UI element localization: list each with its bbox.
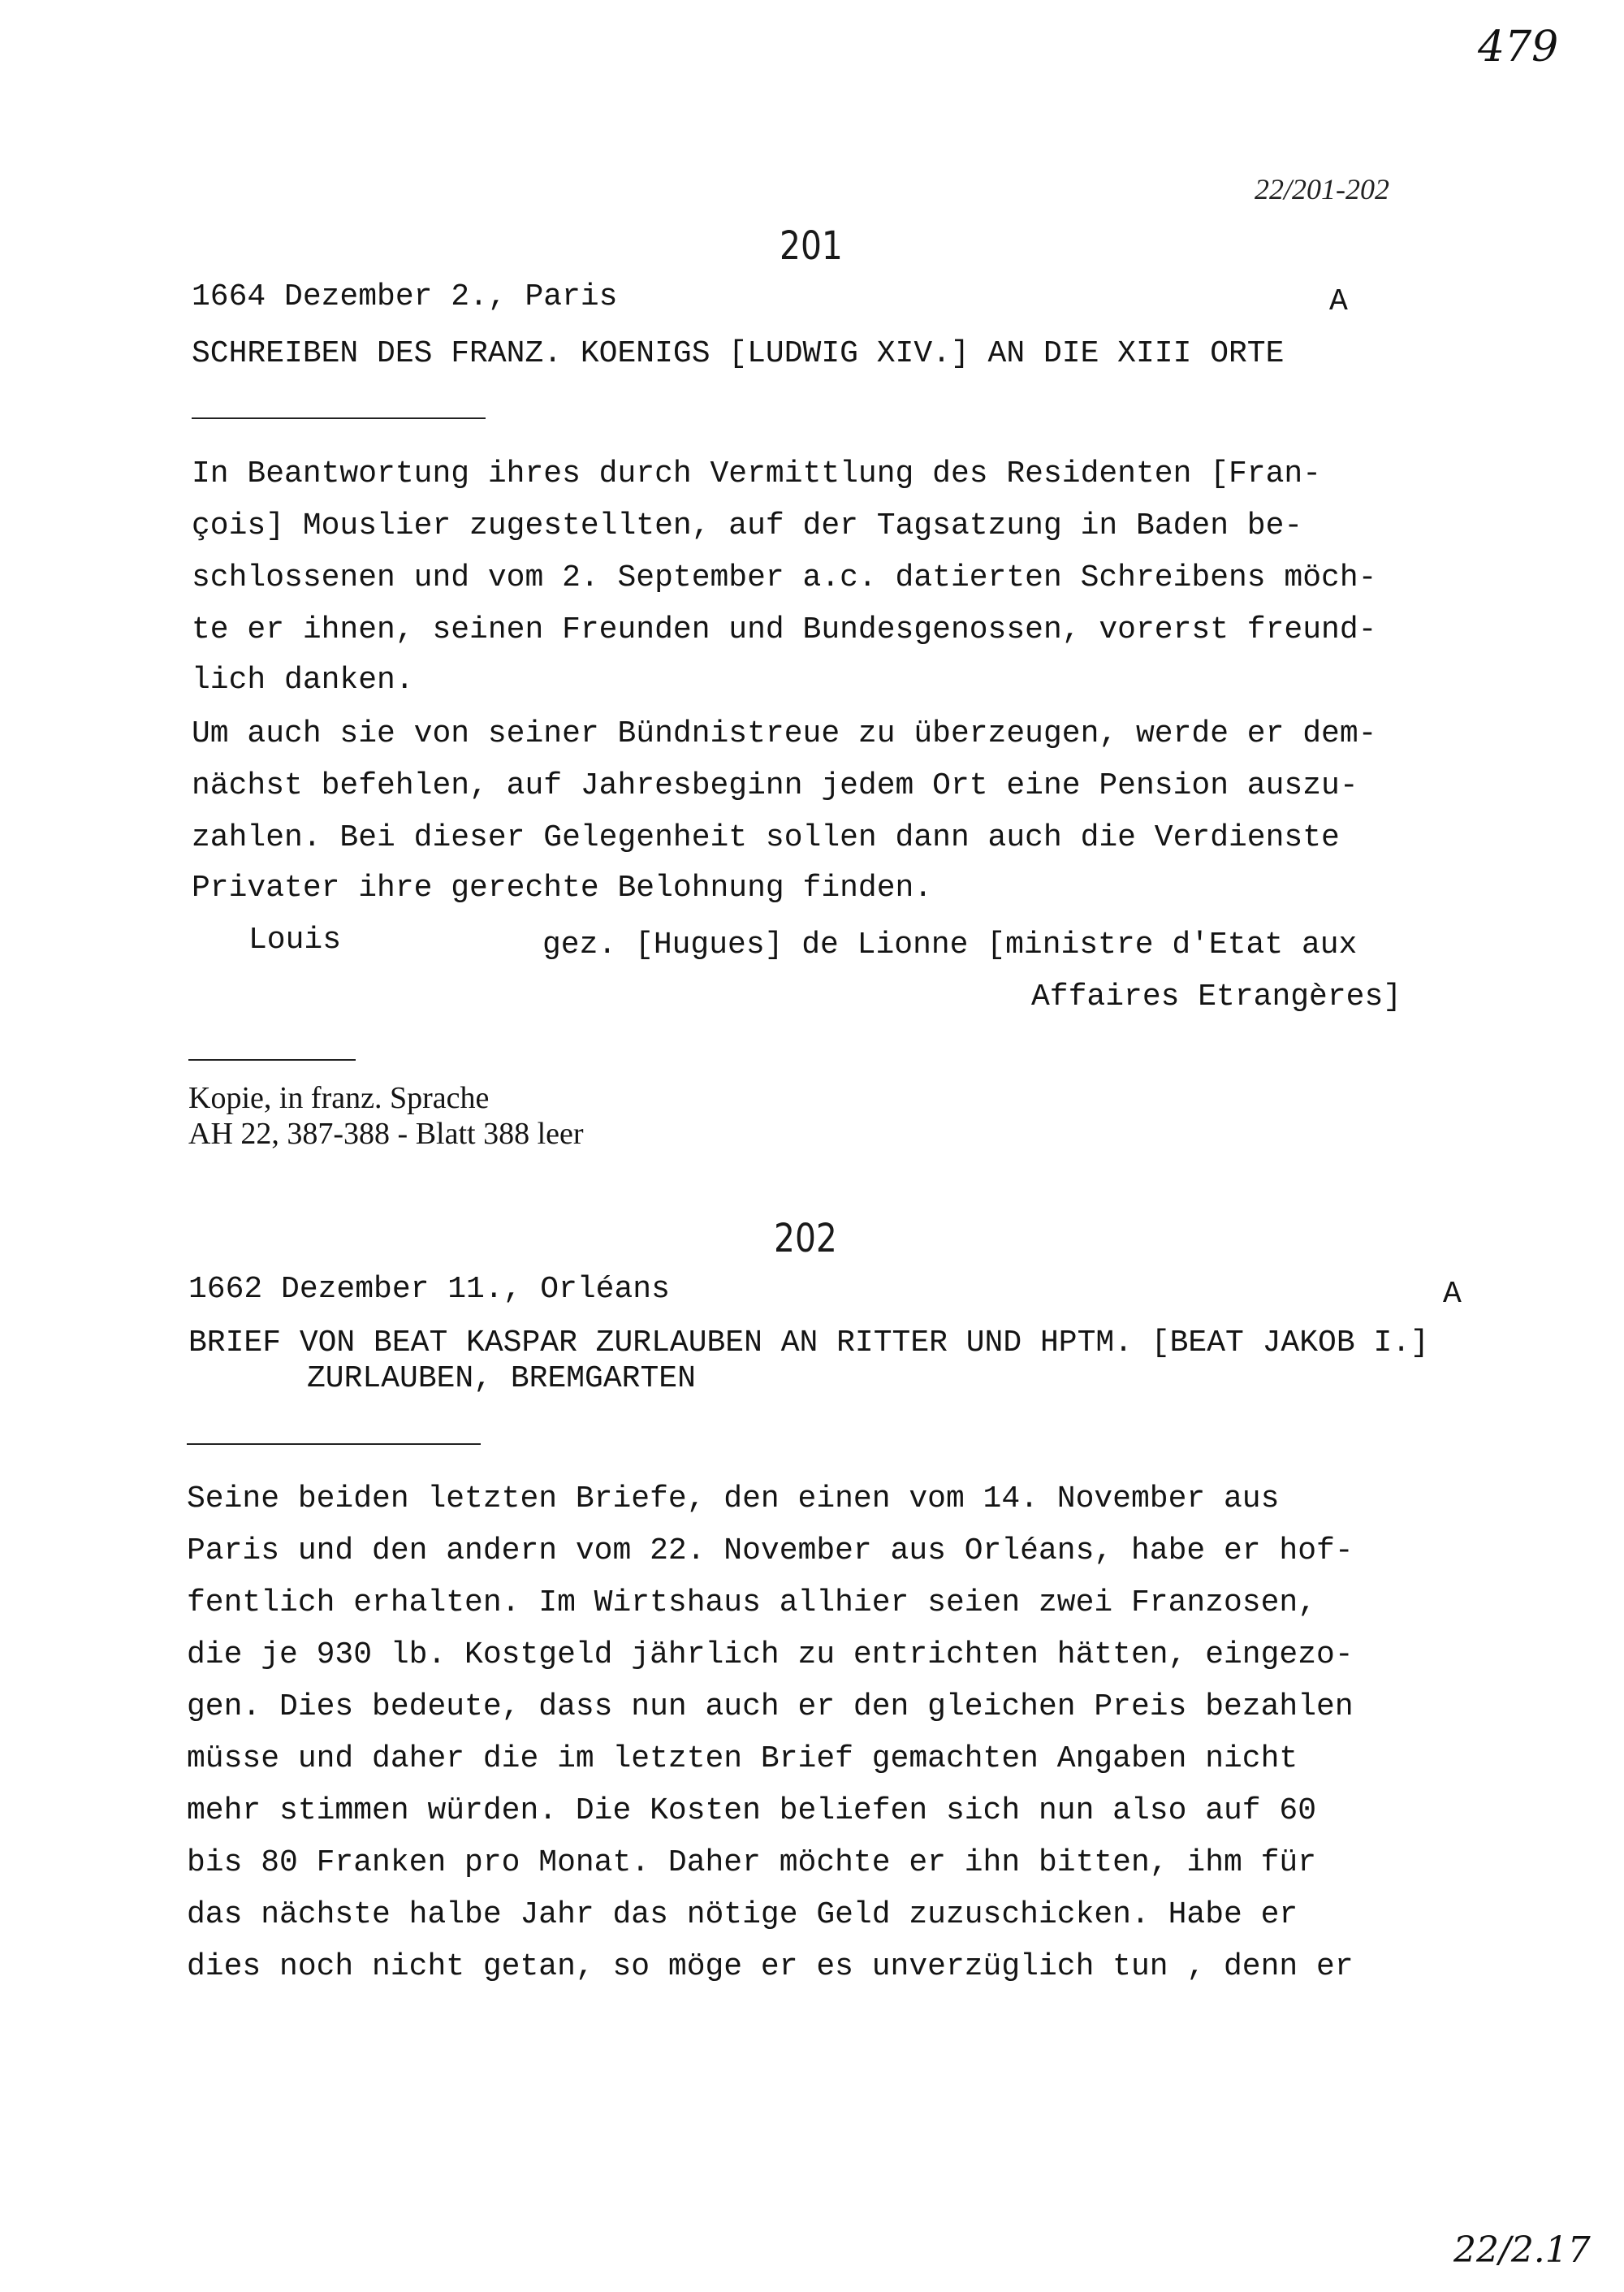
handwritten-footer-number: 22/2.17 xyxy=(1453,2229,1591,2271)
entry-202-title-rule xyxy=(187,1443,481,1445)
entry-201-body-line: Privater ihre gerechte Belohnung finden. xyxy=(192,871,933,906)
entry-202-number: 202 xyxy=(774,1216,837,1261)
entry-201-signature-lionne: gez. [Hugues] de Lionne [ministre d'Etat aux xyxy=(542,928,1358,962)
entry-201-marker: A xyxy=(1329,284,1348,319)
handwritten-page-number: 479 xyxy=(1478,23,1559,71)
entry-201-body-line: nächst befehlen, auf Jahresbeginn jedem Ort eine Pension auszu- xyxy=(192,768,1358,803)
entry-202-date-place: 1662 Dezember 11., Orléans xyxy=(188,1272,670,1307)
entry-201-signature-louis: Louis xyxy=(248,923,342,958)
entry-201-note-copy: Kopie, in franz. Sprache xyxy=(188,1081,490,1115)
reference-number: 22/201-202 xyxy=(1255,173,1389,205)
entry-201-note-source: AH 22, 387-388 - Blatt 388 leer xyxy=(188,1117,584,1151)
entry-202-body-line: Seine beiden letzten Briefe, den einen vom 14. November aus xyxy=(187,1481,1280,1516)
entry-201-body-line: lich danken. xyxy=(192,663,414,698)
entry-202-body-line: fentlich erhalten. Im Wirtshaus allhier seien zwei Franzosen, xyxy=(187,1585,1317,1620)
entry-202-title: BRIEF VON BEAT KASPAR ZURLAUBEN AN RITTER UND HPTM. [BEAT JAKOB I.] xyxy=(188,1325,1429,1360)
entry-202-body-line: müsse und daher die im letzten Brief gemachten Angaben nicht xyxy=(187,1741,1298,1776)
entry-201-body-line: Um auch sie von seiner Bündnistreue zu überzeugen, werde er dem- xyxy=(192,716,1377,751)
entry-202-body-line: bis 80 Franken pro Monat. Daher möchte er ihn bitten, ihm für xyxy=(187,1845,1317,1880)
entry-201-signature-lionne-cont: Affaires Etrangères] xyxy=(1031,980,1402,1014)
entry-201-body-line: In Beantwortung ihres durch Vermittlung des Residenten [Fran- xyxy=(192,456,1322,491)
entry-201-title-rule xyxy=(192,417,486,419)
entry-201-body-line: te er ihnen, seinen Freunden und Bundesgenossen, vorerst freund- xyxy=(192,612,1377,647)
entry-201-date-place: 1664 Dezember 2., Paris xyxy=(192,279,618,314)
entry-202-body-line: das nächste halbe Jahr das nötige Geld zuzuschicken. Habe er xyxy=(187,1897,1298,1932)
entry-201-body-line: çois] Mouslier zugestellten, auf der Tagsatzung in Baden be- xyxy=(192,508,1303,543)
entry-202-body-line: Paris und den andern vom 22. November aus Orléans, habe er hof- xyxy=(187,1533,1354,1568)
entry-202-body-line: die je 930 lb. Kostgeld jährlich zu entrichten hätten, eingezo- xyxy=(187,1637,1354,1672)
entry-202-body-line: mehr stimmen würden. Die Kosten beliefen sich nun also auf 60 xyxy=(187,1793,1317,1828)
entry-201-body-line: schlossenen und vom 2. September a.c. datierten Schreibens möch- xyxy=(192,560,1377,595)
entry-202-body-line: gen. Dies bedeute, dass nun auch er den gleichen Preis bezahlen xyxy=(187,1689,1354,1724)
entry-201-body-line: zahlen. Bei dieser Gelegenheit sollen dann auch die Verdienste xyxy=(192,820,1340,855)
entry-201-note-rule xyxy=(188,1059,356,1061)
entry-202-body-line: dies noch nicht getan, so möge er es unverzüglich tun , denn er xyxy=(187,1949,1354,1984)
entry-202-title-cont: ZURLAUBEN, BREMGARTEN xyxy=(307,1361,696,1396)
entry-201-title: SCHREIBEN DES FRANZ. KOENIGS [LUDWIG XIV.] AN DIE XIII ORTE xyxy=(192,336,1285,371)
entry-202-marker: A xyxy=(1443,1277,1462,1312)
entry-201-number: 201 xyxy=(780,223,843,269)
